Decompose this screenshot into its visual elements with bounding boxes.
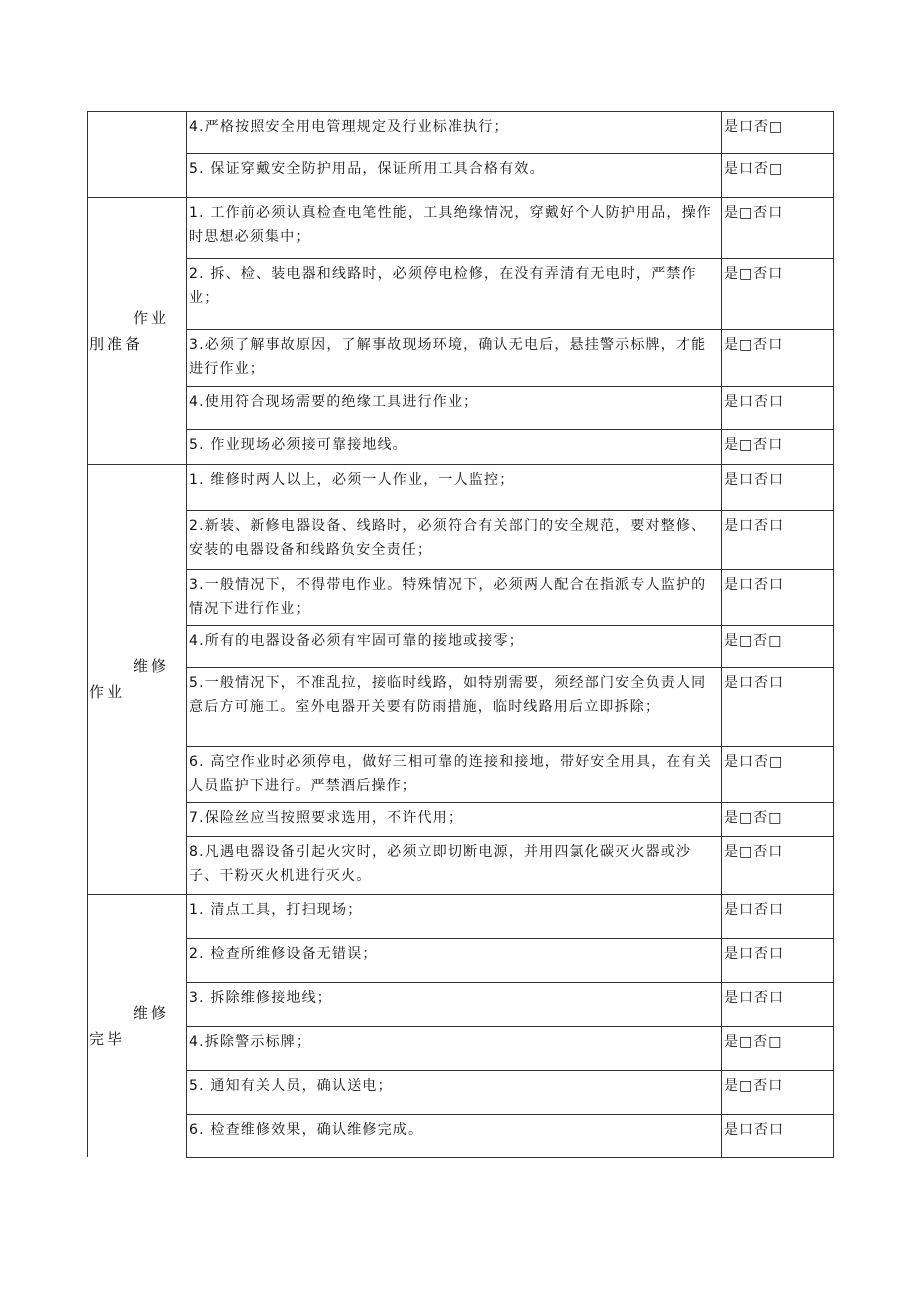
yes-no-checkbox[interactable]: 是口否口 bbox=[724, 946, 784, 962]
checklist-item-text: 4.使用符合现场需要的绝缘工具进行作业； bbox=[189, 394, 479, 410]
checklist-item-text: 5. 作业现场必须接可靠接地线。 bbox=[189, 437, 409, 453]
yes-no-checkbox[interactable]: 是口否□ bbox=[724, 754, 784, 770]
checklist-item-text: 3.一般情况下，不得带电作业。特殊情况下，必须两人配合在指派专人监护的情况下进行作业； bbox=[189, 577, 707, 617]
safety-checklist-table bbox=[87, 111, 834, 1162]
checklist-item-text: 4.所有的电器设备必须有牢固可靠的接地或接零； bbox=[189, 633, 524, 649]
yes-no-checkbox[interactable]: 是□否口 bbox=[724, 266, 784, 282]
section-divider bbox=[87, 197, 186, 198]
section-label-s1 bbox=[87, 305, 186, 357]
section-divider bbox=[87, 894, 186, 895]
yes-no-checkbox[interactable]: 是口否口 bbox=[724, 675, 784, 691]
table-border-right bbox=[833, 111, 834, 1157]
checklist-item-text: 5. 通知有关人员，确认送电； bbox=[189, 1078, 393, 1094]
checklist-item-text: 7.保险丝应当按照要求选用，不许代用； bbox=[189, 810, 464, 826]
yes-no-checkbox[interactable]: 是□否□ bbox=[724, 1034, 783, 1050]
yes-no-checkbox[interactable]: 是□否□ bbox=[724, 810, 783, 826]
checklist-item-text: 1. 维修时两人以上，必须一人作业，一人监控； bbox=[189, 472, 515, 488]
yes-no-checkbox[interactable]: 是口否口 bbox=[724, 394, 784, 410]
yes-no-checkbox[interactable]: 是口否□ bbox=[724, 119, 784, 135]
checklist-item-text: 6. 高空作业时必须停电，做好三相可靠的连接和接地，带好安全用具，在有关人员监护下进行。严禁酒后操作； bbox=[189, 754, 713, 794]
yes-no-checkbox[interactable]: 是口否口 bbox=[724, 577, 784, 593]
yes-no-checkbox[interactable]: 是口否口 bbox=[724, 518, 784, 534]
checklist-item-text: 5.一般情况下，不准乱拉，接临时线路，如特别需要，须经部门安全负责人同意后方可施工。室外电器开关要有防雨措施，临时线路用后立即拆除； bbox=[189, 675, 707, 715]
section-label-line2: 作业 bbox=[89, 683, 126, 701]
yes-no-checkbox[interactable]: 是□否口 bbox=[724, 437, 784, 453]
checklist-item-text: 2.新装、新修电器设备、线路时，必须符合有关部门的安全规范，要对整修、安装的电器设备和线路负安全责任； bbox=[189, 518, 707, 558]
checklist-item-text: 5. 保证穿戴安全防护用品，保证所用工具合格有效。 bbox=[189, 161, 545, 177]
yes-no-checkbox[interactable]: 是□否口 bbox=[724, 844, 784, 860]
yes-no-checkbox[interactable]: 是□否口 bbox=[724, 337, 784, 353]
yes-no-checkbox[interactable]: 是□否口 bbox=[724, 1078, 784, 1094]
checklist-item-text: 1. 工作前必须认真检查电笔性能，工具绝缘情况，穿戴好个人防护用品，操作时思想必须集中； bbox=[189, 205, 713, 245]
yes-no-checkbox[interactable]: 是□否口 bbox=[724, 205, 784, 221]
yes-no-checkbox[interactable]: 是口否口 bbox=[724, 990, 784, 1006]
yes-no-checkbox[interactable]: 是口否口 bbox=[724, 902, 784, 918]
checklist-item-text: 6. 检查维修效果，确认维修完成。 bbox=[189, 1122, 424, 1138]
section-label-s3 bbox=[87, 1000, 186, 1052]
row-divider bbox=[186, 1157, 834, 1158]
section-label-s2 bbox=[87, 653, 186, 705]
section-divider bbox=[87, 464, 186, 465]
checklist-item-text: 3.必须了解事故原因，了解事故现场环境，确认无电后，悬挂警示标牌，才能进行作业； bbox=[189, 337, 707, 377]
table-border-top-left bbox=[87, 111, 186, 112]
checklist-item-text: 8.凡遇电器设备引起火灾时，必须立即切断电源，并用四氯化碳灭火器或沙子、干粉灭火机进行灭火。 bbox=[189, 844, 692, 884]
yes-no-checkbox[interactable]: 是口否口 bbox=[724, 472, 784, 488]
section-label-line1: 作业 bbox=[133, 308, 170, 327]
checklist-item-text: 4.拆除警示标牌； bbox=[189, 1034, 312, 1050]
checklist-item-text: 3. 拆除维修接地线； bbox=[189, 990, 333, 1006]
section-label-line1: 维修 bbox=[133, 657, 170, 675]
checklist-item-text: 4.严格按照安全用电管理规定及行业标准执行； bbox=[189, 119, 509, 135]
checklist-item-text: 2. 拆、检、装电器和线路时，必须停电检修，在没有弄清有无电时，严禁作业； bbox=[189, 266, 697, 306]
section-label-line2: 完毕 bbox=[89, 1029, 126, 1048]
yes-no-checkbox[interactable]: 是口否口 bbox=[724, 1122, 784, 1138]
section-label-line1: 维修 bbox=[133, 1003, 170, 1022]
checklist-item-text: 1. 清点工具，打扫现场； bbox=[189, 902, 363, 918]
yes-no-checkbox[interactable]: 是□否□ bbox=[724, 633, 783, 649]
checklist-item-text: 2. 检查所维修设备无错误； bbox=[189, 946, 378, 962]
yes-no-checkbox[interactable]: 是口否□ bbox=[724, 161, 784, 177]
section-label-line2: 刖准备 bbox=[89, 334, 144, 353]
